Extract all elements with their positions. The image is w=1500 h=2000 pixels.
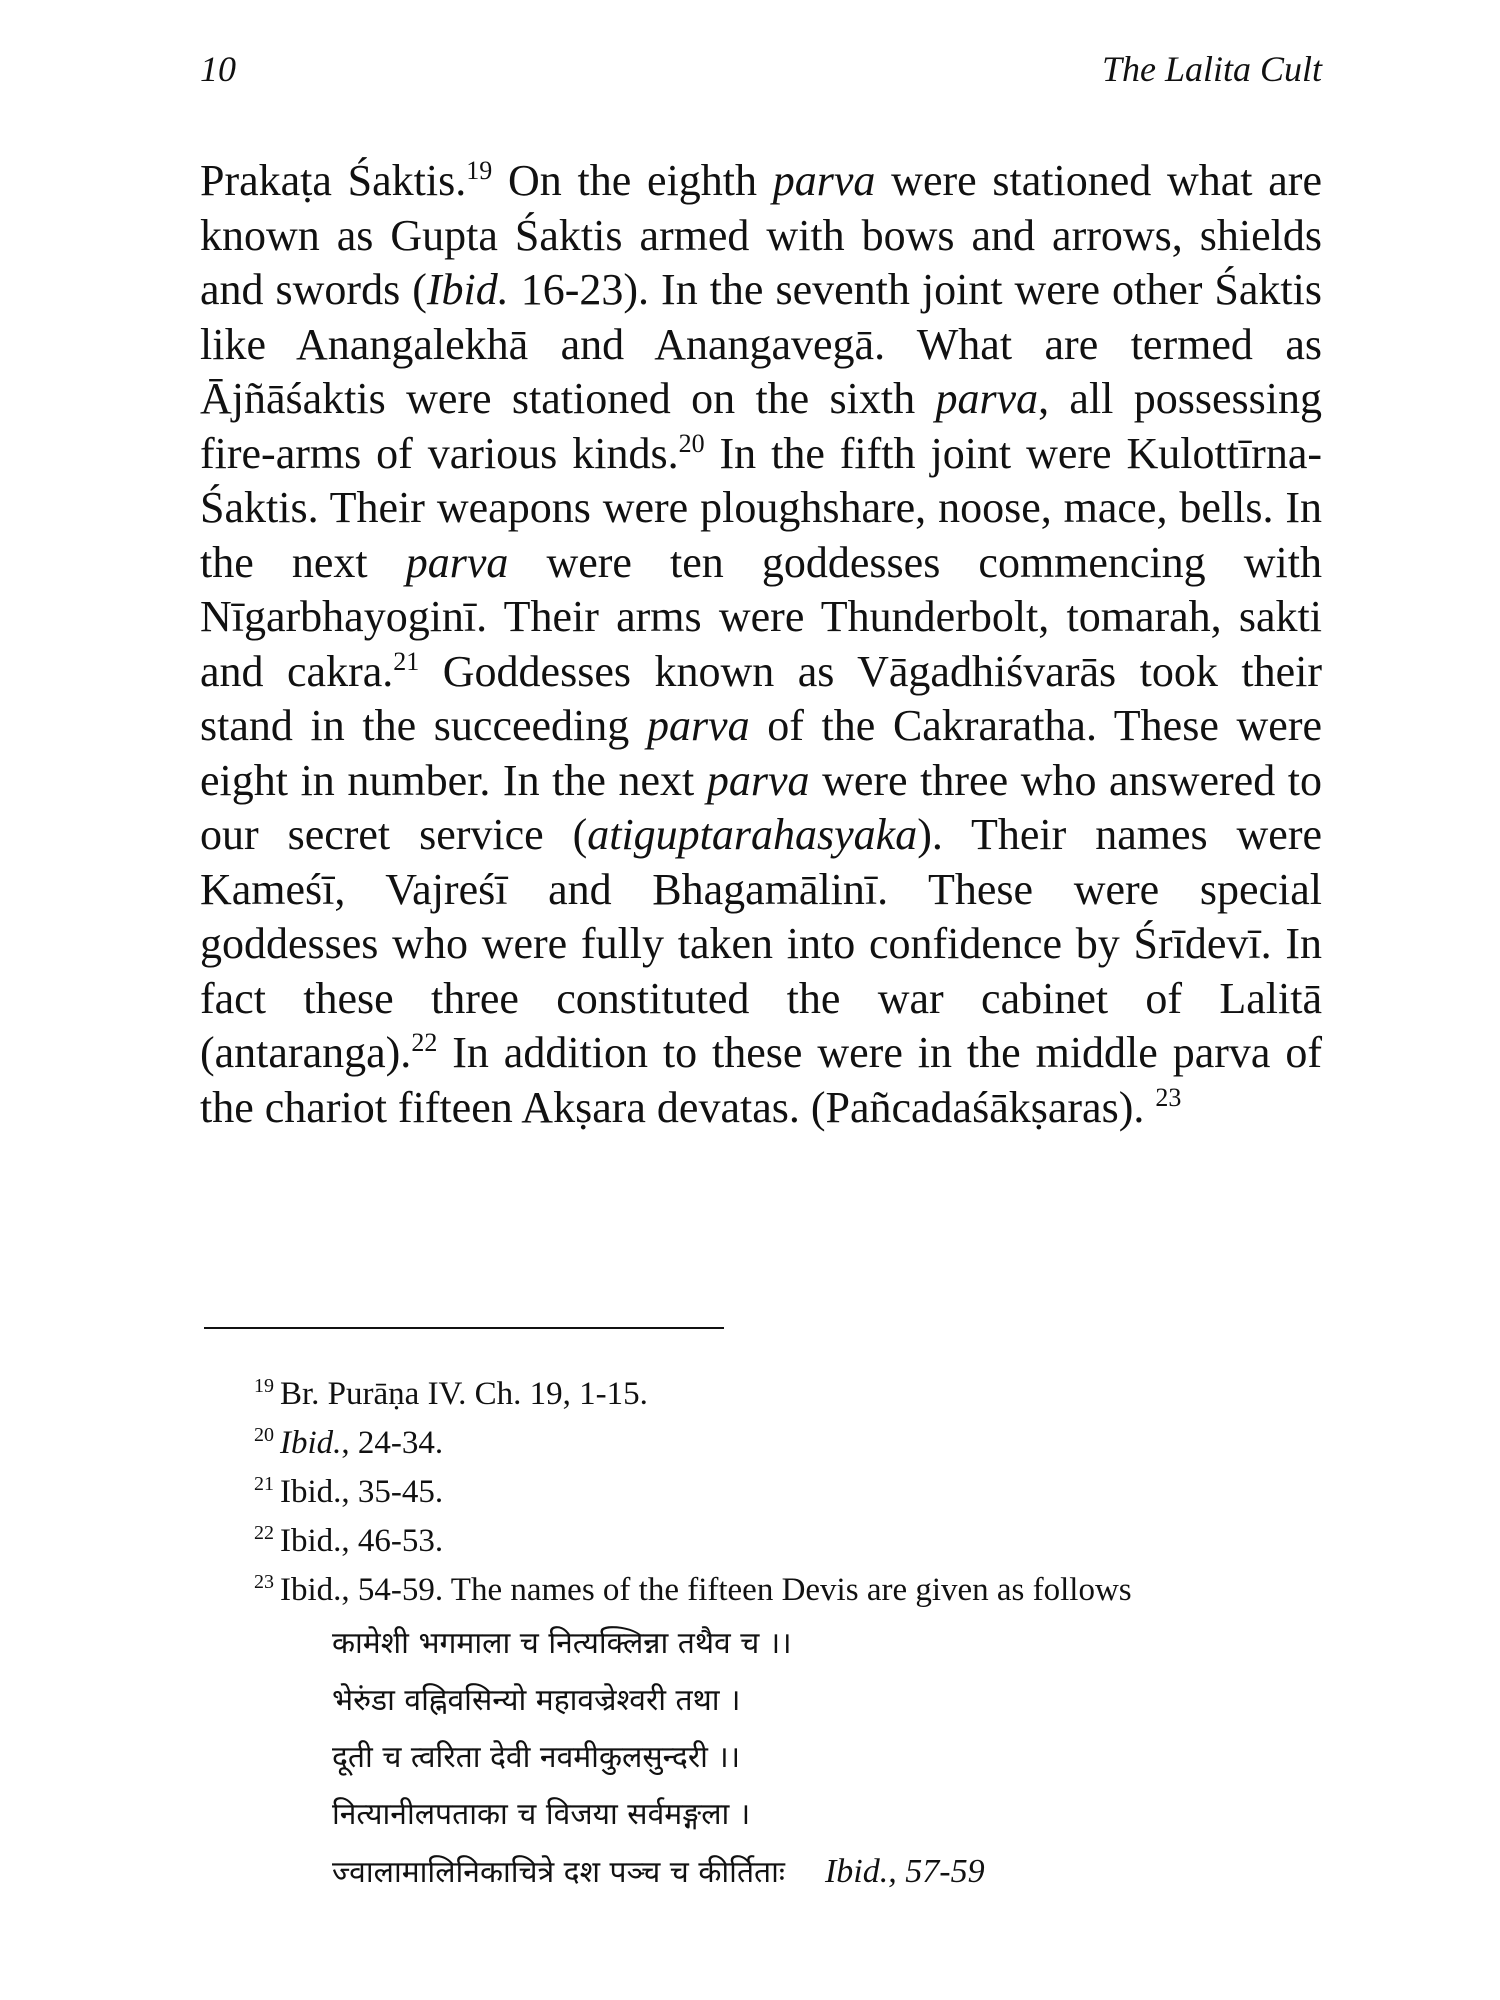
footnote-italic: Ibid.: [280, 1425, 342, 1461]
sanskrit-verse-text: ज्वालामालिनिकाचित्रे दश पञ्च च कीर्तिताः: [332, 1855, 785, 1890]
body-text: In addition to these were in the middle parva of the chariot fifteen Akṣara devatas. (Pañcadaśākṣaras).: [200, 1028, 1322, 1132]
footnote-text: , 24-34.: [341, 1425, 444, 1461]
body-text: ). Their names were Kameśī, Vajreśī and Bhagamālinī. These were special goddesses who were fully taken into confidence by Śrīdevī. In fact these three constituted the war cabinet of Lalitā (antaranga).: [200, 810, 1322, 1077]
footnote-ref-23: 23: [1155, 1082, 1182, 1112]
sanskrit-verse-line: कामेशी भगमाला च नित्यक्लिन्ना तथैव च ।।: [332, 1626, 792, 1661]
body-text: were stationed what are known as Gupta Śaktis armed with bows and arrows, shields and swords (: [200, 156, 1322, 314]
body-paragraph: [200, 154, 1322, 1135]
body-text: 16-23). In the seventh joint were other Śaktis like Anangalekhā and Anangavegā. What are termed as Ājñāśaktis were stationed on the sixth: [200, 265, 1322, 423]
footnote-text: Ibid., 54-59. The names of the fifteen Devis are given as follows: [280, 1572, 1132, 1608]
italic-term: parva: [646, 701, 750, 750]
body-text: Goddesses known as Vāgadhiśvarās took their stand in the succeeding: [200, 646, 1322, 750]
footnote-number: 20: [254, 1424, 274, 1446]
body-text: , all possessing fire-arms of various kinds.: [200, 374, 1322, 478]
italic-term: parva: [935, 374, 1039, 423]
body-text: were ten goddesses commencing with Nīgarbhayoginī. Their arms were Thunderbolt, tomarah, sakti and cakra.: [200, 537, 1322, 696]
page-number: 10: [200, 49, 236, 89]
footnote-text: Ibid., 35-45.: [280, 1474, 444, 1510]
footnote-ref-19: 19: [466, 156, 493, 185]
body-text: On the eighth: [492, 156, 773, 205]
running-title: The Lalita Cult: [1101, 49, 1322, 89]
sanskrit-verse-line: नित्यानीलपताका च विजया सर्वमङ्गला ।: [332, 1797, 751, 1832]
footnote-number: 19: [254, 1375, 274, 1397]
footnote-20: [254, 1419, 1324, 1468]
body-text: Prakaṭa Śaktis.: [200, 156, 467, 205]
footnote-ref-20: 20: [678, 428, 705, 458]
footnote-ref-21: 21: [393, 646, 420, 676]
footnote-text: Br. Purāṇa IV. Ch. 19, 1-15.: [280, 1376, 648, 1412]
footnote-23: [254, 1566, 1324, 1615]
footnote-divider: [204, 1327, 724, 1329]
footnote-text: Ibid., 46-53.: [280, 1523, 444, 1559]
footnote-21: [254, 1468, 1324, 1517]
footnote-19: [254, 1370, 1324, 1419]
sanskrit-verse-line: भेरुंडा वह्निवसिन्यो महावज्रेश्वरी तथा ।: [332, 1683, 741, 1718]
verse-reference: Ibid., 57-59: [824, 1853, 985, 1890]
italic-term: parva: [772, 156, 876, 205]
footnote-number: 21: [254, 1473, 274, 1495]
italic-term: parva: [405, 537, 509, 587]
italic-term: Ibid.: [426, 265, 509, 314]
sanskrit-verse-line-last: [254, 1843, 1324, 1901]
sanskrit-verse-line: दूती च त्वरिता देवी नवमीकुलसुन्दरी ।।: [332, 1740, 741, 1775]
footnote-number: 23: [254, 1571, 274, 1593]
footnotes: [254, 1370, 1324, 1901]
body-text: were three who answered to our secret service (: [200, 755, 1323, 859]
footnote-22: [254, 1517, 1324, 1566]
italic-term: parva: [706, 755, 810, 805]
body-text: In the fifth joint were Kulottīrna-Śaktis. Their weapons were ploughshare, noose, mace, bells. In the next: [200, 428, 1322, 587]
body-text: of the Cakraratha. These were eight in number. In the next: [200, 701, 1322, 805]
italic-term: atiguptarahasyaka: [587, 810, 918, 859]
footnote-ref-22: 22: [411, 1028, 438, 1057]
footnote-number: 22: [254, 1522, 274, 1544]
